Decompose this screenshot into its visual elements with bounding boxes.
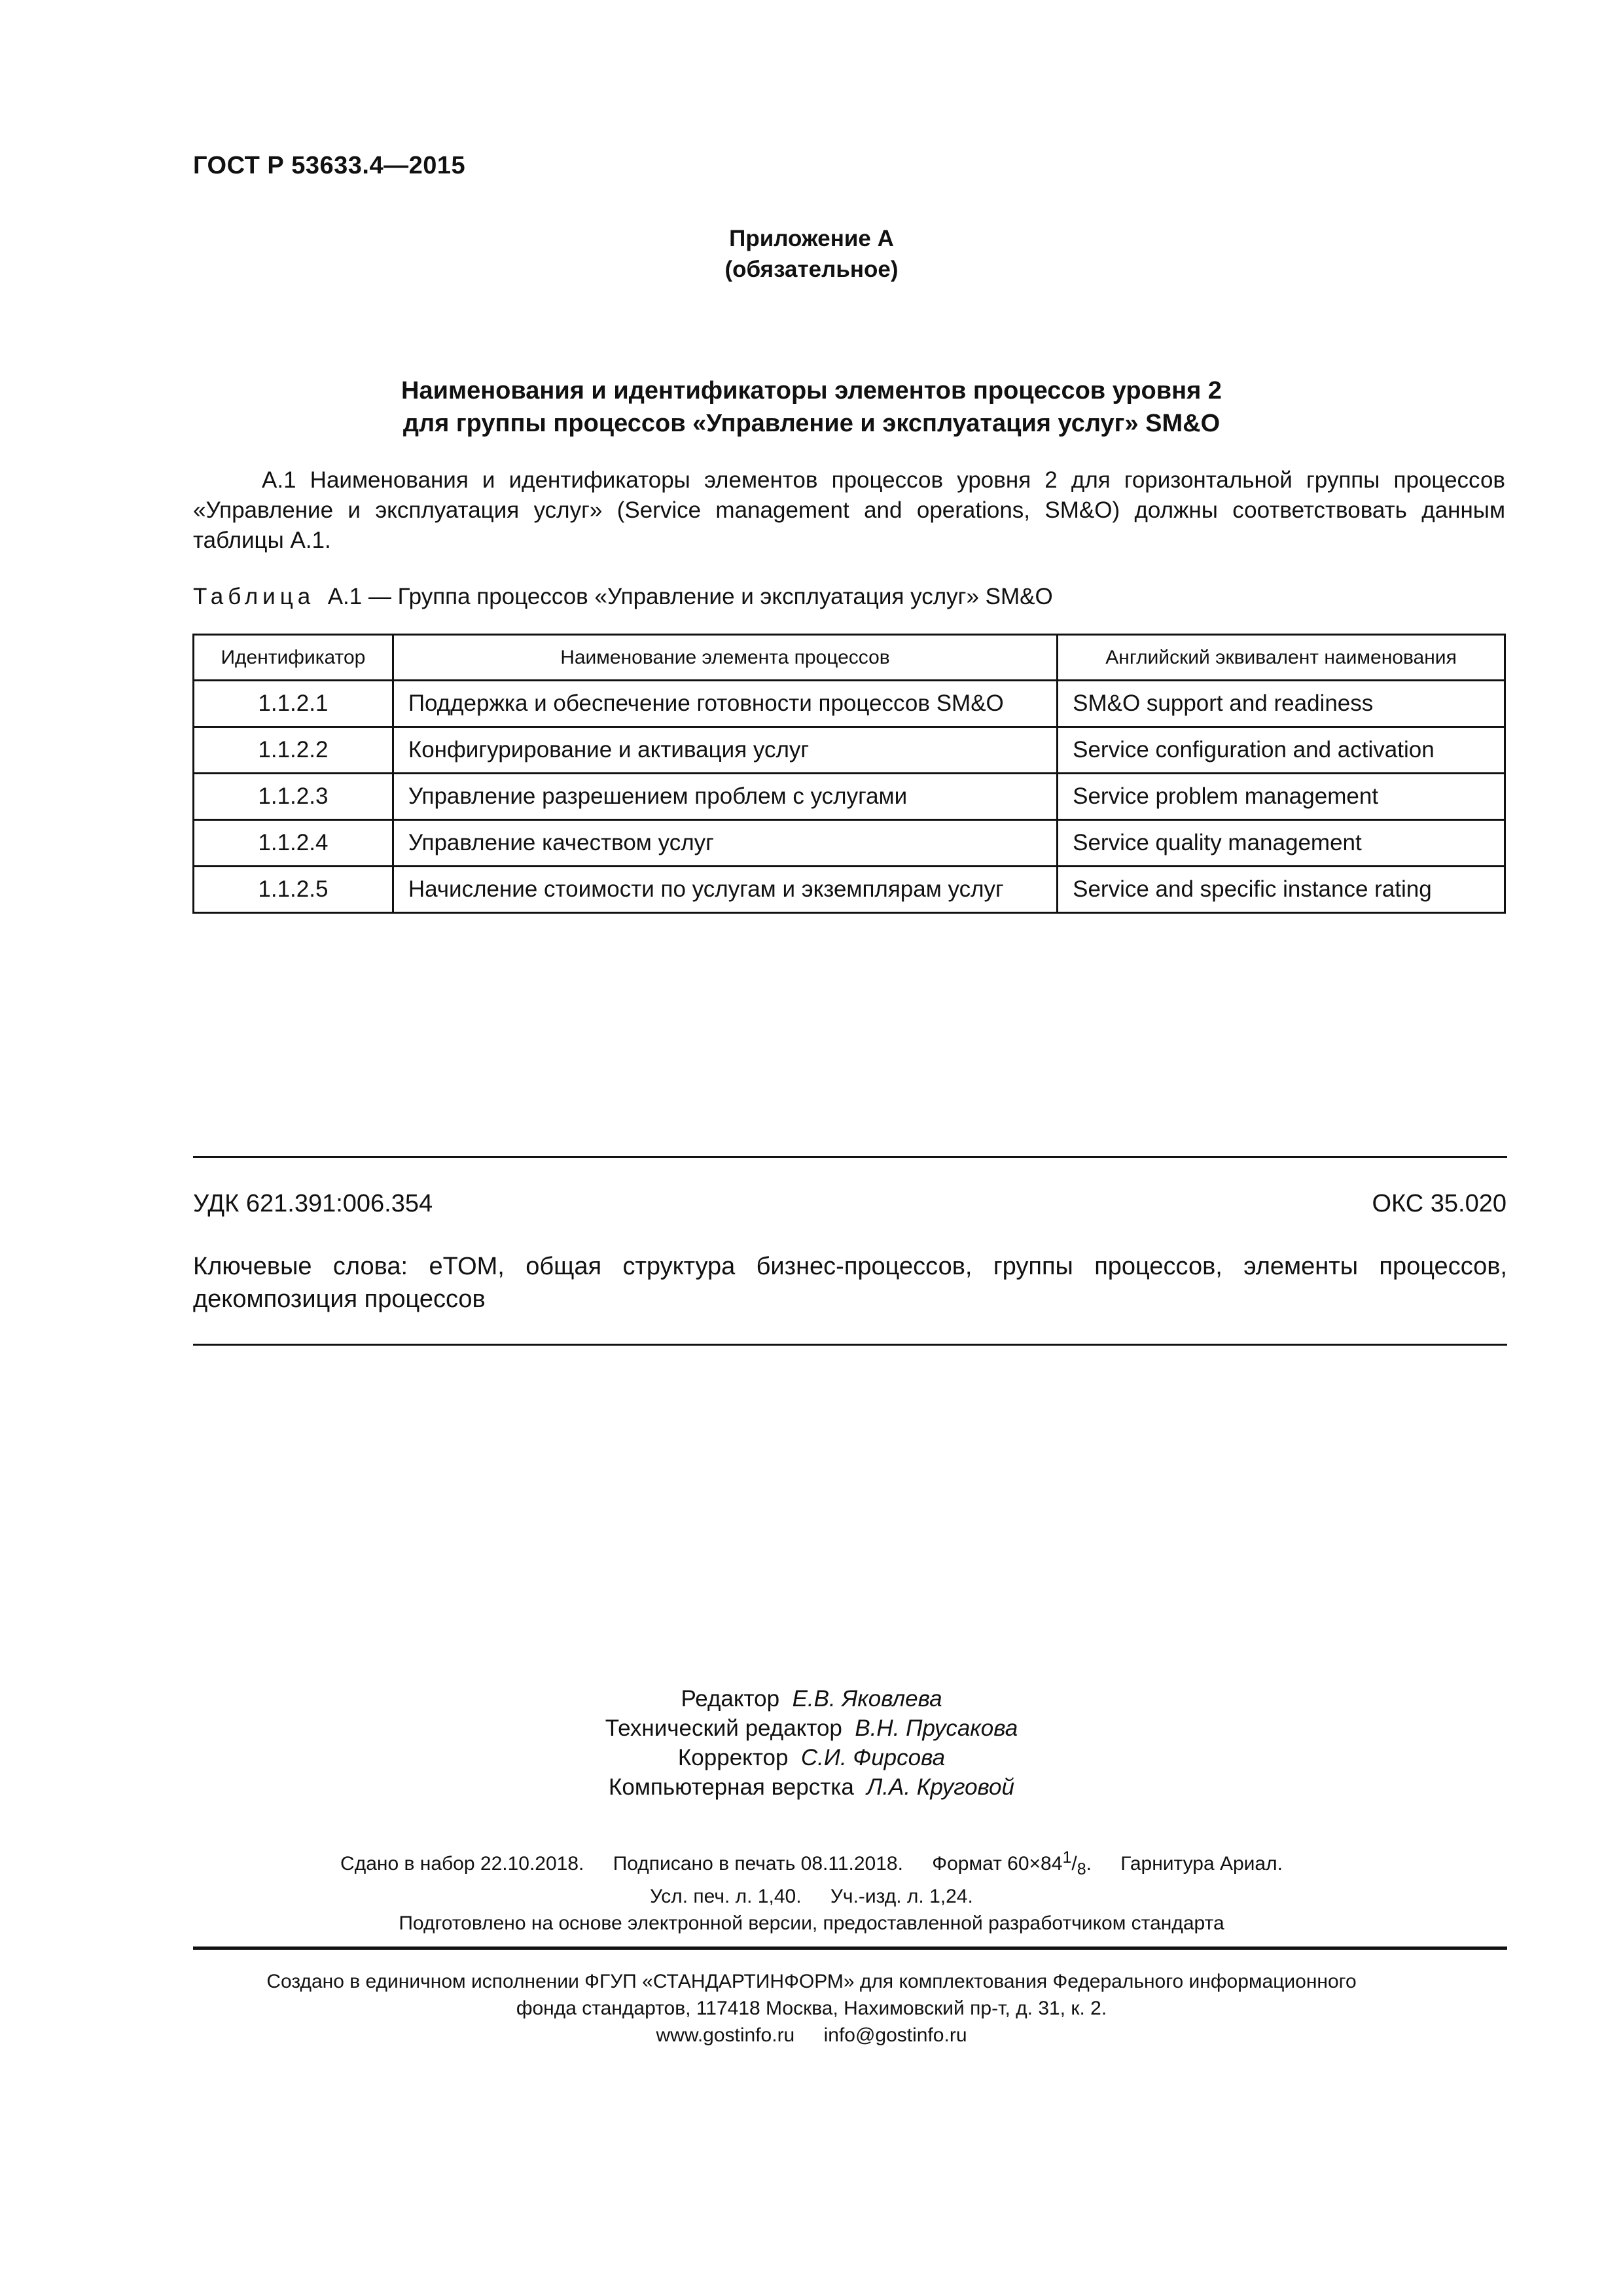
table-caption bbox=[193, 584, 1053, 610]
credit-role: Компьютерная верстка bbox=[608, 1774, 854, 1800]
cell-name: Управление разрешением проблем с услугами bbox=[393, 774, 1057, 820]
table-row bbox=[194, 727, 1505, 774]
cell-english: Service configuration and activation bbox=[1058, 727, 1505, 774]
prepared-note: Подготовлено на основе электронной версии, предоставленной разработчиком стандарта bbox=[399, 1912, 1224, 1934]
signed-date: Подписано в печать 08.11.2018. bbox=[613, 1853, 903, 1874]
header-english: Английский эквивалент наименования bbox=[1058, 635, 1505, 681]
table-row bbox=[194, 820, 1505, 867]
email-link[interactable]: info@gostinfo.ru bbox=[823, 2024, 967, 2046]
publication-sheets: Уч.-изд. л. 1,24. bbox=[830, 1886, 973, 1907]
table-header-row bbox=[194, 635, 1505, 681]
header-identifier: Идентификатор bbox=[194, 635, 393, 681]
website-link[interactable]: www.gostinfo.ru bbox=[656, 2024, 795, 2046]
section-title bbox=[0, 374, 1623, 440]
table-row bbox=[194, 867, 1505, 913]
footer-line-1: Создано в единичном исполнении ФГУП «СТАНДАРТИНФОРМ» для комплектования Федерального информационного bbox=[266, 1971, 1357, 1992]
credit-role: Корректор bbox=[677, 1745, 789, 1770]
print-sheets: Усл. печ. л. 1,40. bbox=[650, 1886, 802, 1907]
footer-contacts bbox=[0, 2022, 1623, 2049]
credit-layout bbox=[0, 1772, 1623, 1802]
credit-person: В.Н. Прусакова bbox=[855, 1715, 1018, 1741]
credit-tech-editor bbox=[0, 1713, 1623, 1743]
cell-name: Поддержка и обеспечение готовности процессов SM&O bbox=[393, 681, 1057, 727]
imprint-line-1 bbox=[0, 1844, 1623, 1883]
oks-code: ОКС 35.020 bbox=[1372, 1190, 1507, 1217]
divider-bottom bbox=[193, 1344, 1507, 1346]
document-code: ГОСТ Р 53633.4—2015 bbox=[193, 152, 466, 179]
credit-proofreader bbox=[0, 1743, 1623, 1772]
cell-english: Service quality management bbox=[1058, 820, 1505, 867]
divider-footer bbox=[193, 1946, 1507, 1950]
credit-person: Л.А. Круговой bbox=[866, 1774, 1014, 1800]
imprint-block bbox=[0, 1844, 1623, 1937]
imprint-line-2 bbox=[0, 1883, 1623, 1910]
cell-english: Service and specific instance rating bbox=[1058, 867, 1505, 913]
typeface: Гарнитура Ариал. bbox=[1120, 1853, 1283, 1874]
cell-identifier: 1.1.2.4 bbox=[194, 820, 393, 867]
table-row bbox=[194, 774, 1505, 820]
cell-identifier: 1.1.2.1 bbox=[194, 681, 393, 727]
section-title-line-2: для группы процессов «Управление и эксплуатация услуг» SM&O bbox=[402, 410, 1221, 437]
cell-name: Управление качеством услуг bbox=[393, 820, 1057, 867]
table-caption-word: Таблица bbox=[193, 584, 315, 609]
credit-editor bbox=[0, 1684, 1623, 1713]
table-row bbox=[194, 681, 1505, 727]
cell-identifier: 1.1.2.2 bbox=[194, 727, 393, 774]
header-name: Наименование элемента процессов bbox=[393, 635, 1057, 681]
credit-person: С.И. Фирсова bbox=[800, 1745, 946, 1770]
keywords: Ключевые слова: eTOM, общая структура бизнес-процессов, группы процессов, элементы процессов, декомпозиция процессов bbox=[193, 1253, 1507, 1313]
footer-line-2: фонда стандартов, 117418 Москва, Нахимовский пр-т, д. 31, к. 2. bbox=[516, 1998, 1107, 2019]
cell-name: Начисление стоимости по услугам и экземплярам услуг bbox=[393, 867, 1057, 913]
intro-paragraph: А.1 Наименования и идентификаторы элементов процессов уровня 2 для горизонтальной группы процессов «Управление и эксплуатация услуг» (Service management and operations, SM&O) должны соответствовать данным таблицы А.1. bbox=[193, 467, 1505, 553]
cell-identifier: 1.1.2.5 bbox=[194, 867, 393, 913]
cell-name: Конфигурирование и активация услуг bbox=[393, 727, 1057, 774]
table-caption-text: А.1 — Группа процессов «Управление и эксплуатация услуг» SM&O bbox=[327, 584, 1053, 609]
footer-block bbox=[0, 1968, 1623, 2049]
credit-role: Технический редактор bbox=[605, 1715, 842, 1741]
appendix-status: (обязательное) bbox=[724, 257, 899, 282]
cell-english: Service problem management bbox=[1058, 774, 1505, 820]
credit-role: Редактор bbox=[681, 1686, 780, 1712]
divider-top bbox=[193, 1156, 1507, 1158]
appendix-title: Приложение А bbox=[729, 226, 894, 251]
submitted-date: Сдано в набор 22.10.2018. bbox=[340, 1853, 584, 1874]
cell-english: SM&O support and readiness bbox=[1058, 681, 1505, 727]
paper-format: Формат $60\times 84^1/_8$. bbox=[932, 1848, 1092, 1878]
cell-identifier: 1.1.2.3 bbox=[194, 774, 393, 820]
credits-block bbox=[0, 1684, 1623, 1802]
section-title-line-1: Наименования и идентификаторы элементов процессов уровня 2 bbox=[401, 377, 1222, 404]
udk-code: УДК 621.391:006.354 bbox=[193, 1190, 433, 1217]
credit-person: Е.В. Яковлева bbox=[792, 1686, 942, 1712]
process-elements-table bbox=[192, 634, 1506, 914]
